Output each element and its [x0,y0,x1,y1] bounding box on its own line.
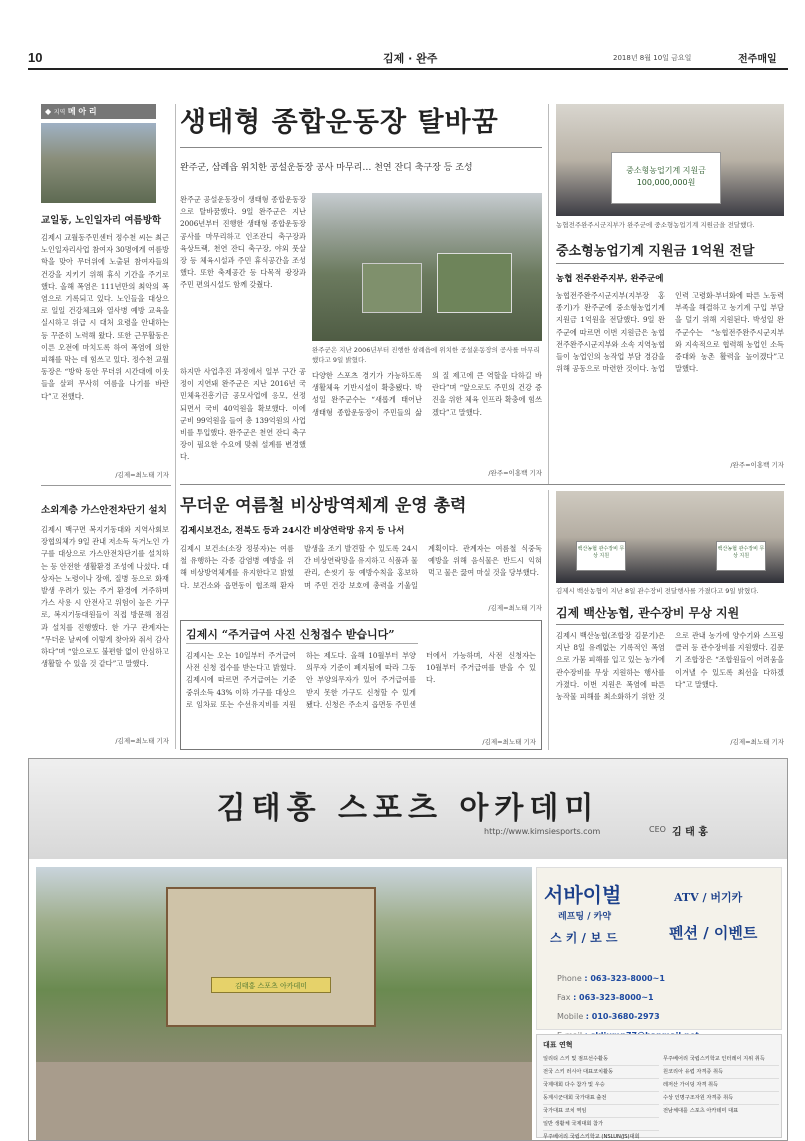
equipment-board-right: 백산농협 관수장비 무상 지원 [716,541,766,571]
equipment-caption: 김제시 백산농협이 지난 8일 관수장비 전달행사를 가졌다고 9일 밝혔다. [556,587,759,595]
section-rule [180,484,785,485]
ad-history-right [663,1053,779,1117]
boxed-body: 김제시는 오는 10일부터 주거급여 사전 신청 접수를 받는다고 밝혔다. 김제시에 따르면 주거급여는 기준 중위소득 43% 이하 가구를 대상으로 임차료 또는 수선유지비를 지원하는 제도다. 올해 10월부터 부양의무자 기준이 폐지됨에 따라 그동안 부양의무자가 있어 주거급여를 받지 못한 가구도 신청할 수 있게 됐다. 신청은 주소지 읍면동 주민센터에서 가능하며, 사전 신청자는 10월부터 주거급여를 받을 수 있다. [186,651,536,709]
ad-history-item: 전남체대를 스포츠 아카데미 대표 [663,1108,739,1114]
ad-photo [36,867,532,1140]
story1-title: 교일동, 노인일자리 여름방학 [41,215,162,226]
ad-title: 김태홍 스포츠 아카데미 [216,791,600,826]
page-number: 10 [28,50,43,65]
page-header [28,44,788,70]
ad-history-table [536,1034,782,1138]
ad-history-left [543,1053,659,1141]
ad-history-item: 수상 인명구조자원 자격증 취득 [663,1092,779,1105]
column-label [41,104,156,119]
section-title: 김제 · 완주 [383,52,438,65]
column-rule [548,490,549,750]
mid-sub: 김제시보건소, 전북도 등과 24시간 비상연락망 유지 등 나서 [180,526,405,536]
story2-byline: /김제=최노태 기자 [115,737,169,745]
story1-byline: /김제=최노태 기자 [115,471,169,479]
main-subhead: 완주군, 삼례읍 위치한 공설운동장 공사 마무리… 천연 잔디 축구장 등 조성 [180,163,473,173]
equipment-photo [556,491,784,583]
ad-contact-label: Mobile [557,1012,584,1021]
stadium-photo [312,193,542,341]
ad-history-item: 무주베어리 국립스키학교 인터레이 지위 취득 [663,1053,779,1066]
ad-survival-sub2: 스 키 / 보 드 [550,931,618,945]
right-mid-byline: /김제=최노태 기자 [730,738,784,746]
main-body-b: 하지만 사업추진 과정에서 일부 구간 공정이 지연돼 완주군은 지난 2016년 국민체육진흥기금 공모사업에 응모, 선정되면서 국비 40억원을 확보했다. 이에 군비 99억원을 들여 총 139억원의 사업비를 투입했다. 완주군은 천연 잔디 축구장이 필요한 수요에 맞춰 설계를 변경했다. [180,367,306,462]
mid-byline: /김제=최노태 기자 [488,604,542,612]
ad-history-title: 대표 연혁 [543,1041,573,1049]
ad-history-item: 동계시군대회 국가대표 출전 [543,1092,659,1105]
ad-ceo-name: 김 태 홍 [672,827,708,838]
ad-atv: ATV / 버기카 [674,891,743,904]
right-mid-body: 김제시 백산농협(조합장 김문기)은 지난 8일 유례없는 기록적인 폭염으로 가뭄 피해를 입고 있는 농가에 관수장비를 무상 지원하는 행사를 가졌다. 이번 지원은 폭염에 따른 농작물 피해를 최소화하기 위한 것으로 관내 농가에 양수기와 스프링클러 등 관수장비를 지원했다. 김문기 조합장은 “조합원들이 어려움을 이겨낼 수 있도록 최선을 다하겠다”고 말했다. [556,631,784,702]
boxed-byline: /김제=최노태 기자 [482,738,536,746]
column-rule [175,104,176,749]
right-mid-headline: 김제 백산농협, 관수장비 무상 지원 [556,606,740,620]
story2-body: 김제시 백구면 복지기동대와 지역사회보장협의체가 9일 관내 저소득 독거노인 가구를 대상으로 가스안전차단기를 설치하는 등 안전한 생활환경 조성에 나섰다. 대상자는 노령이나 장애, 질병 등으로 화재 발생 우려가 있는 주거 환경에 거주하며 가스 사용 시 안전사고 위험이 높은 가구로, 복지기동대원들이 직접 방문해 점검과 설치를 진행했다. 한 가구 관계자는 “무더운 날씨에 이렇게 찾아와 줘서 감사하다”며 “앞으로도 불편함 없이 안심하고 생활할 수 있을 것 같다”고 말했다. [41,525,169,669]
check-board: 중소형농업기계 지원금 100,000,000원 [611,152,721,204]
right-top-rule [556,263,784,264]
ad-contact-fax [557,988,782,1007]
right-top-headline: 중소형농업기계 지원금 1억원 전달 [556,244,755,259]
ad-history-item: 일반 생활체 국제대회 참가 [543,1118,659,1131]
paper-name: 전주매일 [738,54,777,65]
ad-history-item: 국가대표 코치 역임 [543,1105,659,1118]
main-lead: 완주군 공설운동장이 생태형 종합운동장으로 탈바꿈했다. 9일 완주군은 지난 2006년부터 진행한 생태형 종합운동장 공사를 마무리하고 인조잔디 축구장과 육상트랙, 천연 잔디 축구장, 야외 풋살장 등 체육시설과 주민 휴식공간을 조성했다. 또한 축제공간 등 다목적 광장과 주민 편의시설도 함께 갖췄다. [180,195,306,290]
equipment-board-left: 백산농협 관수장비 무상 지원 [576,541,626,571]
bullet-icon: ◆ [45,107,52,116]
ad-ceo-label: CEO [649,825,666,834]
column-label-prefix: 지역 [53,109,66,116]
ad-history-item: 일리티 스키 및 점프선수활동 [543,1053,659,1066]
ad-history-item: 무주베어리 국립스키학교 (NSLUN/JS)대회 [543,1134,640,1140]
ad-contact-value: : 063-323-8000~1 [584,974,665,983]
stadium-caption: 완주군은 지난 2006년부터 진행한 삼례읍에 위치한 공설운동장의 공사를 마무리했다고 9일 밝혔다. [312,346,540,364]
ad-contact-label: Phone [557,974,582,983]
ad-history-item: 전국 스키 러시아 대표코치활동 [543,1066,659,1079]
check-photo [556,104,784,216]
ad-photo-sign: 김태홍 스포츠 아카데미 [211,977,331,993]
ad-contact-label: Fax [557,993,571,1002]
ad-history-item: 원코리아 유럽 자격증 취득 [663,1066,779,1079]
field-right [437,253,512,313]
ad-survival-sub1: 레프팅 / 카약 [558,912,612,922]
ad-history-item: 레저산 가이딩 자격 취득 [663,1079,779,1092]
mid-headline: 무더운 여름철 비상방역체계 운영 총력 [180,496,467,516]
story1-body: 김제시 교월동주민센터 정수천 씨는 최근 노인일자리사업 참여자 30명에게 여름방학을 맞아 무더위에 노출된 참여자들의 건강을 지키기 위해 휴식 기간을 주기로 했다. 올해 폭염은 111년만의 최악의 폭염으로 기록되고 있다. 노인들을 대상으로 일일 건강체크와 열사병 예방 교육을 실시하고 위급 시 대처 요령을 안내하는 등 꾸준히 노력해 왔다. 또한 근무활동은 이른 오전에 마치도록 하여 폭염에 의한 피해를 막는 데 힘쓰고 있다. 정수천 교월동장은 “방학 동안 무더위 시간대에 이웃들을 살펴 무사히 여름을 나기를 바란다”고 전했다. [41,233,169,401]
ad-contact-mobile [557,1007,782,1026]
column-rule [548,104,549,484]
right-top-sub: 농협 전주완주지부, 완주군에 [556,274,664,284]
ad-history-item: 국제대회 다수 참가 및 우승 [543,1079,659,1092]
ad-contact-value: : 063-323-8000~1 [573,993,654,1002]
right-mid-rule [556,624,784,625]
issue-date: 2018년 8월 10일 금요일 [613,54,692,62]
ad-contact-value: : 010-3680-2973 [585,1012,660,1021]
main-headline-rule [180,147,542,148]
story1-photo [41,123,156,203]
boxed-headline-rule [186,643,418,644]
ad-url: http://www.kimsiesports.com [484,827,601,836]
main-headline: 생태형 종합운동장 탈바꿈 [180,107,499,138]
ad-survival: 서바이벌 [544,883,622,907]
ad-pension: 펜션 / 이벤트 [669,924,758,942]
column-label-name: 메 아 리 [67,107,97,116]
ad-block [28,758,788,1141]
right-top-body: 농협전주완주시군지부(지부장 홍종기)가 완주군에 중소형농업기계 지원금 1억원을 전달했다. 9일 완주군에 따르면 이번 지원금은 농협전주완주시군지부와 소속 지역농협들이 농업인의 농작업 부담 경감을 위해 공동으로 마련한 것이다. 농업인력 고령화·부녀화에 따른 노동력 부족을 해결하고 농기계 구입 부담을 덜기 위해 지원된다. 박성일 완주군수는 “농협전주완주시군지부와 지속적으로 협력해 농업인 소득 증대와 농촌 활력을 높이겠다”고 말했다. [556,291,784,374]
divider [41,485,171,486]
story2-title: 소외계층 가스안전차단기 설치 [41,505,167,516]
boxed-headline: 김제시 “주거급여 사진 신청접수 받습니다” [186,628,395,641]
field-left [362,263,422,313]
check-caption: 농협전주완주시군지부가 완주군에 중소형농업기계 지원금을 전달했다. [556,221,755,229]
right-top-byline: /완주=이홍백 기자 [730,461,784,469]
main-body-c: 다양한 스포츠 경기가 가능하도록 생활체육 기반시설이 확충됐다. 박성일 완주군수는 “새롭게 태어난 생태형 종합운동장이 주민들의 삶의 질 제고에 큰 역할을 다하길 바란다”며 “앞으로도 주민의 건강 증진을 위한 체육 인프라 확충에 힘쓰겠다”고 말했다. [312,371,542,417]
mid-body: 김제시 보건소(소장 정봉자)는 여름철 유행하는 각종 감염병 예방을 위해 비상방역체계를 유지한다고 밝혔다. 보건소와 읍면동이 협조해 환자 발생을 조기 발견할 수 있도록 24시간 비상연락망을 유지하고 식품과 물 관리, 손씻기 등 예방수칙을 홍보하며 주민 건강 보호에 총력을 기울일 계획이다. 관계자는 여름철 식중독 예방을 위해 음식물은 반드시 익혀 먹고 물은 끓여 마실 것을 당부했다. [180,544,542,590]
ad-title-banner [29,759,787,859]
ad-photo-court [36,1062,532,1140]
ad-photo-building [166,887,376,1027]
main-byline: /완주=이홍백 기자 [488,469,542,477]
ad-contact-phone [557,969,782,988]
